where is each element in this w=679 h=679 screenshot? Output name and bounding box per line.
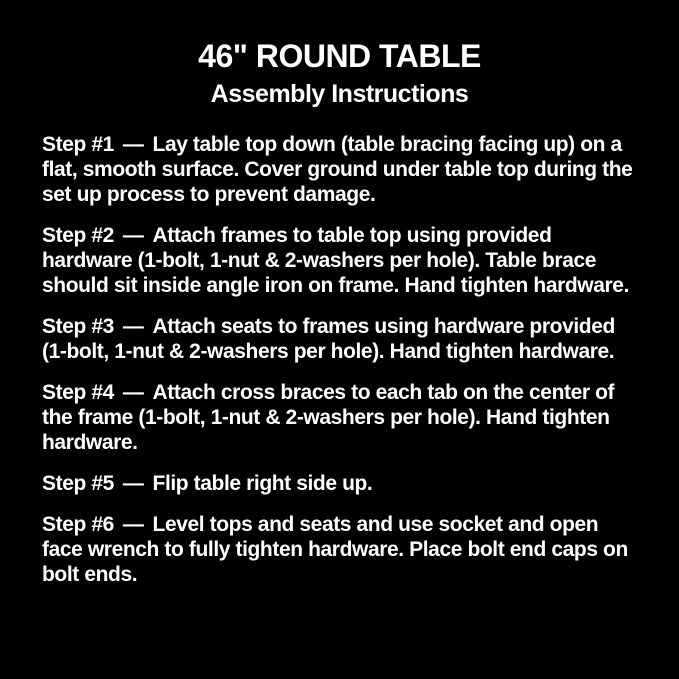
step-1-text: Lay table top down (table bracing facing up) on a flat, smooth surface. Cover ground under table top during the set up process to prevent damage.: [42, 133, 633, 207]
page-subtitle: Assembly Instructions: [210, 79, 469, 108]
page-title: 46" ROUND TABLE: [198, 38, 481, 74]
step-1: [42, 132, 637, 207]
step-5-dash: —: [122, 472, 144, 496]
step-2-text: Attach frames to table top using provided hardware (1-bolt, 1-nut & 2-washers per hole). Table brace should sit inside angle iron on frame. Hand tighten hardware.: [42, 224, 630, 298]
step-1-label: Step #1: [42, 133, 114, 157]
step-4-label: Step #4: [42, 381, 114, 405]
step-4-text: Attach cross braces to each tab on the center of the frame (1-bolt, 1-nut & 2-washers per hole). Hand tighten hardware.: [42, 381, 615, 455]
step-6-label: Step #6: [42, 513, 114, 537]
step-3-label: Step #3: [42, 315, 114, 339]
step-6: [42, 512, 637, 587]
step-2-label: Step #2: [42, 224, 114, 248]
step-6-text: Level tops and seats and use socket and open face wrench to fully tighten hardware. Place bolt end caps on bolt ends.: [42, 513, 628, 587]
step-5-label: Step #5: [42, 472, 114, 496]
step-6-dash: —: [122, 513, 144, 537]
step-5-text: Flip table right side up.: [152, 472, 373, 496]
step-3-dash: —: [122, 315, 144, 339]
step-1-dash: —: [122, 133, 144, 157]
step-4: [42, 380, 637, 455]
step-2: [42, 223, 637, 298]
step-3: [42, 314, 637, 364]
step-4-dash: —: [122, 381, 144, 405]
steps-list: [42, 132, 637, 587]
step-2-dash: —: [122, 224, 144, 248]
step-5: [42, 471, 637, 496]
step-3-text: Attach seats to frames using hardware provided (1-bolt, 1-nut & 2-washers per hole). Hand tighten hardware.: [42, 315, 615, 364]
